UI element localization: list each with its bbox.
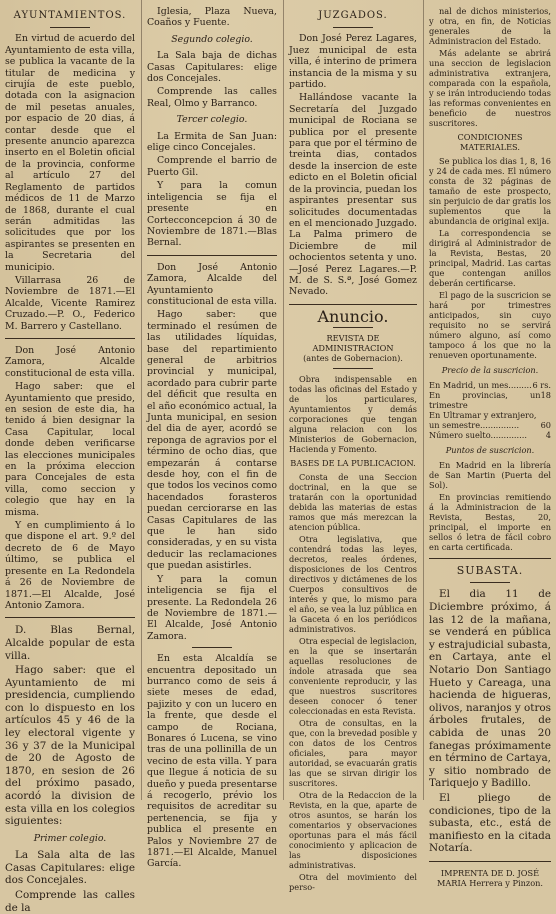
- paragraph: nal de dichos ministerios, y otra, en fin, de Noticias generales de la Administracion del Estado.: [429, 6, 551, 46]
- paragraph: Y para la comun inteligencia se fija el presente en Cortecconcepcion á 30 de Noviembre de 1871.—Blas Bernal.: [147, 180, 277, 249]
- price-label: En Ultramar y extranjero,: [429, 410, 537, 420]
- notice-heading: D. Blas Bernal, Alcalde popular de esta villa.: [5, 624, 135, 662]
- notice-heading: Don José Antonio Zamora, Alcalde del Ayuntamiento constitucional de esta villa.: [147, 261, 277, 307]
- paragraph: Consta de una Seccion doctrinal, en la que se tratarán con la oportunidad debida las materias de estas ramos que más merezcan la atencion pública.: [289, 472, 417, 533]
- price-row: [429, 420, 551, 430]
- paragraph: Obra indispensable en todas las oficinas del Estado y de los particulares, Ayuntamientos y demás corporaciones que tengan alguna relacion con los Ministerios de Gobernacion, Hacienda y Fomento.: [289, 374, 417, 455]
- paragraph: El dia 11 de Diciembre próximo, á las 12 de la mañana, se venderá en pública y estrajudicial subasta, en Cartaya, ante el Notario Don Santiago Hueto y Careaga, una hacienda de higueras, olivos, naranjos y otros árboles frutales, de cabida de unas 20 fanegas próximamente en término de Cartaya, y sitio nombrado de Tariquejo y Badillo.: [429, 588, 551, 790]
- paragraph: Otra legislativa, que contendrá todas las leyes, decretos, reales órdenes, disposiciones de los Centros directivos y dictámenes de los Cuerpos consultivos de interés y que, lo mismo para el año, se vea la luz pública en la Gaceta ó en los periódicos administrativos.: [289, 534, 417, 635]
- points-heading: Puntos de suscricion.: [445, 445, 535, 455]
- divider: [429, 558, 551, 559]
- divider: [5, 617, 135, 618]
- signature: Villarrasa 26 de Noviembre de 1871.—El Alcalde, Vicente Ramirez Cruzado.—P. O., Federico M. Barrero y Castellano.: [5, 274, 135, 332]
- paragraph: Hago saber: que el Ayuntamiento que presido, en sesion de este dia, ha tenido á bien designar la Casa Capitular, local donde deben verificarse las elecciones municipales en la próxima eleccion para Concejales de esta villa, como seccion y colegio que hay en la misma.: [5, 381, 135, 518]
- price-row: [429, 410, 551, 420]
- printer-imprint: IMPRENTA DE D. JOSÉ MARIA Herrera y Pinzon.: [436, 867, 543, 888]
- notice-heading: Don José Antonio Zamora, Alcalde constitucional de esta villa.: [5, 344, 135, 379]
- divider: [5, 338, 135, 339]
- divider: [429, 861, 551, 862]
- paragraph: Hallándose vacante la Secretaría del Juzgado municipal de Rociana se publica por el presente para que por el término de treinta dias, contados desde la insercion de este edicto en el Boletin oficial de la provincia, puedan los aspirantes presentar sus solicitudes documentadas en el mencionado Juzgado. La Palma primero de Diciembre de mil ochocientos setenta y uno.—José Perez Lagares.—P. M. de S. S.ª, José Gomez Nevado.: [289, 92, 418, 298]
- divider: [50, 27, 90, 28]
- price-label: Número suelto..............: [429, 430, 527, 440]
- price-value: 4: [545, 430, 551, 440]
- paragraph: Comprende las calles de la: [5, 889, 135, 914]
- paragraph: La Sala baja de dichas Casas Capitulares: elige dos Concejales.: [147, 50, 277, 85]
- divider: [289, 304, 417, 305]
- subheading: Tercer colegio.: [176, 114, 248, 126]
- column-4: [424, 0, 556, 888]
- price-table: [429, 380, 551, 440]
- price-label: un semestre...............: [429, 420, 520, 430]
- divider: [333, 368, 373, 369]
- divider: [147, 255, 277, 256]
- price-value: 60: [540, 420, 551, 430]
- paragraph: Se publica los dias 1, 8, 16 y 24 de cada mes. El número consta de 32 páginas de tamaño de este prospecto, sin perjuicio de dar gratis los suplementos que la abundancia de original exija.: [429, 156, 551, 226]
- price-value: 6 rs.: [532, 380, 551, 390]
- column-3: [284, 0, 422, 893]
- revista-title: REVISTA DE ADMINISTRACION: [312, 333, 394, 354]
- price-row: [429, 390, 551, 410]
- notice-heading: Don José Perez Lagares, Juez municipal de esta villa, é interino de primera instancia de la misma y su partido.: [289, 33, 417, 91]
- paragraph: Más adelante se abrirá una seccion de legislacion administrativa extranjera, comparada con la española, y se irán introduciendo todas las reformas convenientes en beneficio de nuestros suscritores.: [429, 48, 551, 128]
- paragraph: El pago de la suscricion se hará por trimestres anticipados, sin cuyo requisito no se servirá número alguno, así como tampoco á los que no la renueven oportunamente.: [429, 290, 551, 360]
- paragraph: Y para la comun inteligencia se fija el presente. La Redondela 26 de Noviembre de 1871.—El Alcalde, José Antonio Zamora.: [147, 573, 277, 642]
- paragraph: Comprende las calles Real, Olmo y Barranco.: [147, 86, 277, 109]
- price-row: [429, 380, 551, 390]
- divider: [470, 582, 510, 583]
- section-heading-ayuntamientos: AYUNTAMIENTOS.: [13, 10, 127, 21]
- bases-heading: BASES DE LA PUBLICACION.: [290, 458, 416, 469]
- section-heading-subasta: SUBASTA.: [456, 564, 524, 577]
- column-2: [142, 0, 282, 870]
- paragraph: Otra de consultas, en la que, con la brevedad posible y con datos de los Centros oficiales, para mayor autoridad, se evacuarán gratis las que se sirvan dirigir los suscritores.: [289, 718, 417, 789]
- column-1: [0, 0, 140, 914]
- price-label: En Madrid, un mes.........: [429, 380, 532, 390]
- paragraph: Otra de la Redaccion de la Revista, en la que, aparte de otros asuntos, se harán los comentarios y observaciones oportunas para el más fácil conocimiento y aplicacion de las disposiciones administrativas.: [289, 790, 417, 871]
- paragraph: En virtud de acuerdo del Ayuntamiento de esta villa, se publica la vacante de la titular de medicina y cirujía de este pueblo, dotada con la asignacion de mil pesetas anuales, por espacio de 20 dias, á contar desde que el presente anuncio aparezca inserto en el Boletin oficial de la provincia, conforme al artículo 27 del Reglamento de partidos médicos de 11 de Marzo de 1868, durante el cual serán admitidas las solicitudes que por los aspirantes se presenten en la Secretaria del municipio.: [5, 33, 135, 273]
- section-heading-juzgados: JUZGADOS.: [318, 10, 388, 21]
- divider: [192, 647, 232, 648]
- paragraph: Comprende el barrio de Puerto Gil.: [147, 155, 277, 178]
- paragraph: En provincias remitiendo á la Administracion de la Revista, Bestas, 20, principal, el importe en sellos ó letra de fácil cobro en carta certificada.: [429, 492, 551, 552]
- paragraph: Hago saber: que terminado el resúmen de las utilidades líquidas, base del repartimiento general de arbitrios provincial y municipal, acordado para cubrir parte del déficit que resulta en el año económico actual, la Junta municipal, en sesion del dia de ayer, acordó se reponga de agravios por el término de ocho dias, que empezarán á contarse desde hoy, con el fin de que todos los vecinos como hacendados forasteros puedan cerciorarse en las Casas Capitulares de las que le han sido consideradas, y en su vista deducir las reclamaciones que puedan asistirles.: [147, 309, 277, 572]
- subheading: Segundo colegio.: [171, 33, 253, 45]
- section-heading-anuncio: Anuncio.: [317, 306, 389, 326]
- price-value: 18: [540, 390, 551, 400]
- paragraph: Otra del movimiento del perso-: [289, 872, 417, 893]
- divider: [333, 327, 373, 328]
- paragraph: Hago saber: que el Ayuntamiento de mi presidencia, cumpliendo con lo dispuesto en los artículos 45 y 46 de la ley electoral vigente y 36 y 37 de la Municipal de 20 de Agosto de 1870, en sesion de 26 del próximo pasado, acordó la division de esta villa en los colegios siguientes:: [5, 664, 135, 828]
- price-row: [429, 430, 551, 440]
- revista-subtitle: (antes de Gobernacion).: [303, 353, 403, 364]
- price-heading: Precio de la suscricion.: [441, 365, 539, 375]
- price-label: En provincias, un trimestre: [429, 390, 541, 410]
- paragraph: Otra especial de legislacion, en la que se insertarán aquellas resoluciones de índole atrasada que sea conveniente reproducir, y las que nuestros suscritores deseen conocer ó tener coleccionadas en esta Revista.: [289, 636, 417, 717]
- divider: [333, 27, 373, 28]
- paragraph: En esta Alcaldía se encuentra depositado un burranco como de seis á siete meses de edad, pajizito y con un lucero en la frente, que desde el campo de Rociana, Bonares ó Lucena, se vino tras de una pollinilla de un vecino de esta villa. Y para que llegue á noticia de su dueño y pueda presentarse á recogerlo, prévio los requisitos de acreditar su pertenencia, se fija y publica el presente en Palos y Noviembre 27 de 1871.—El Alcalde, Manuel García.: [147, 653, 277, 870]
- paragraph: El pliego de condiciones, tipo de la subasta, etc., está de manifiesto en la citada Notaría.: [429, 791, 551, 855]
- paragraph: Iglesia, Plaza Nueva, Coaños y Fuente.: [147, 6, 277, 29]
- subheading: Primer colegio.: [33, 832, 107, 844]
- paragraph: En Madrid en la librería de San Martin (Puerta del Sol).: [429, 460, 551, 490]
- conditions-heading: CONDICIONES MATERIALES.: [457, 132, 523, 152]
- paragraph: La Ermita de San Juan: elige cinco Concejales.: [147, 130, 277, 154]
- paragraph: La Sala alta de las Casas Capitulares: elige dos Concejales.: [5, 849, 135, 887]
- paragraph: La correspondencia se dirigirá al Administrador de la Revista, Bestas, 20 principal, Madrid. Las cartas que contengan anillos deberán certificarse.: [429, 228, 551, 288]
- paragraph: Y en cumplimiento á lo que dispone el art. 9.º del decreto de 6 de Mayo último, se publica el presente en La Redondela á 26 de Noviembre de 1871.—El Alcalde, José Antonio Zamora.: [5, 520, 135, 611]
